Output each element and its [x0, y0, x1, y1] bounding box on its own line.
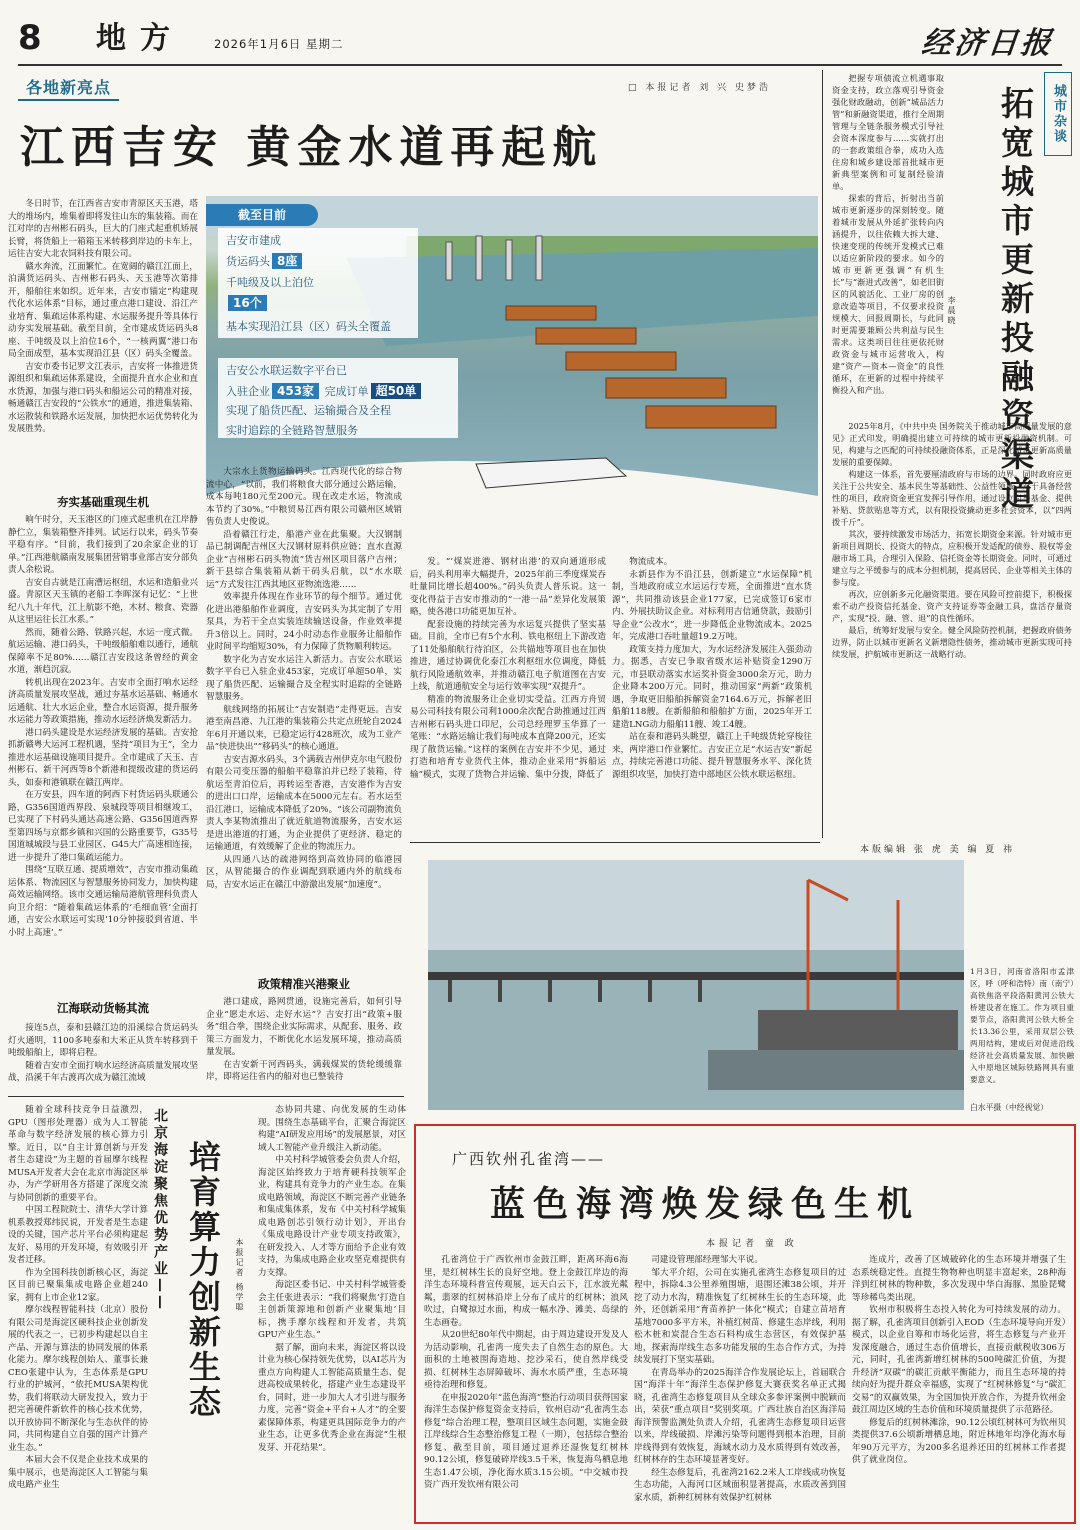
beijing-byline: 本报记者 杨学聪	[235, 1238, 244, 1313]
paragraph: 港口建成，路网贯通，设施完善后，如何引导企业“愿走水运、走好水运”？吉安打出“政策+服务”组合拳，围绕企业实际需求，从配套、服务、政策三方面发力，不断优化水运发展环境，推动高质量发展。	[206, 997, 402, 1057]
paragraph: 态协同共建、向优发展的生动体现。围绕生态基础平台，汇聚合海淀区构建“AI研发应用场”的发展愿景，对区域人工智能产业升级注入新动能。	[258, 1105, 406, 1153]
paragraph: 然而，随着公路、铁路兴起，水运一度式微。航运运输、港口码头，千吨级船舶难以通行，通航保障率不足80%……赣江吉安段这条曾经的黄金水道，渐趋沉寂。	[8, 627, 198, 675]
info-line-6-label2: 完成订单	[324, 385, 369, 398]
paragraph: 站在泰和港码头眺望，赣江上千吨级货轮穿梭往来，两岸港口作业繁忙。吉安正立足“水运吉安”新起点，持续完善港口功能、提升智慧服务水平、深化货源组织攻坚，加快打造中部地区公铁水联运枢纽。	[612, 732, 812, 780]
paragraph: 沿着赣江行走，船港产业在此集聚。大汉钢制品已制调配吉州区大汉钢材原料供应链；直水直源企业“吉州彬石码头物流”货吉州区项目落户吉州；新干县综合集装箱从新干码头启航，以“水水联运”方式发往江西其地区亚物流选港……	[206, 529, 402, 590]
info-ports-value: 16个	[228, 295, 267, 311]
opinion-headline: 拓宽城市更新投融资渠道	[996, 86, 1035, 515]
paragraph: 据了解，面向未来，海淀区将以设计业为核心保持领先优势，以AI芯片为重点方向构建人工智能高质量生态、促进高校成果转化，搭建产业生态建设平台，同时，进一步加大人才引进与服务力度，完善“资金+平台+人才”的全要素保障体系，构建更具国际竞争力的产业生态，让更多优秀企业在海淀“生根发芽、开花结果”。	[258, 1342, 406, 1453]
guangxi-col3	[852, 1254, 1066, 1518]
paragraph: 吉安吉源水码头，3个满载吉州伊克尔电气股份有限公司变压器的船舶平稳靠泊并已经了装箱，待航运至青泊位后，再转运至香港，吉安港作为吉安的进出口口岸，运输成本在5000元左右。若水运至沿江港口，运输成本降低了20%。“该公司副物流负责人李某物流推出了就近航道物流服务，吉安水运是进出港道的打通，为企业提供了更经济、稳定的运输通道，有效缓解了企业的物流压力。	[206, 754, 402, 852]
opinion-col-bottom	[832, 420, 1072, 836]
paragraph: 吉安自古就是江南漕运枢纽，水运和造船业兴盛。青原区天玉镇的老船工李晖深有记忆：“上世纪八九十年代，江上航影不绝，木材、粮食、瓷器从这里运往长江水系。”	[8, 577, 198, 625]
paragraph: 探索的背后，折射出当前城市更新逐步的深刻转变。随着城市发展从外延扩张转向内涵提升，以往依赖大拆大建、快速变现的传统开发模式已难以适应新阶段的要求。如今的城市更新更强调“有机生长”与“渐进式改善”，如老旧街区的风貌活化、工业厂房的创意改造等项目，不仅要求投资规模大、回报周期长，与此同时更需要兼顾公共利益与民生需求。这类项目往往更依托财政资金与城市运营收入，构建“资产—资本—资金”的良性循环，在更新的过程中持续平衡投入和产出。	[832, 193, 944, 395]
paragraph: 在万安县，四车道的阿西下村货运码头联通公路，G356国道西界段、泉城段等项目相继竣工，已实现了下村码头通达高速公路、G356国道西界至第四场与京都乡镇和兴国的公路重要节，G35号国道城城段与县工业园区、G45大广高速相连接，进一步提升了港口集疏运能力。	[8, 790, 198, 863]
paragraph: 政策支持力度加大，为水运经济发展注入强劲动力。据悉，吉安已争取省级水运补贴资金1290万元，市县联动落实水运奖补资金3000余万元，助力企业降本200万元。同时，推动国家“两新”政策机遇，争取更旧船舶拆解资金7164.6万元，拆解老旧船舶118艘。在新船舶和船舶扩方面，2025年开工建造LNG动力船舶11艘、竣工4艘。	[612, 644, 812, 730]
paragraph: 孔雀湾位于广西钦州市金鼓江畔，距离环海6海里，是红树林生长的良好空地。登上金鼓江岸边的海洋生态环境科普宣传观展，远天白云下，江水波光粼粼，翡翠的红树林沿岸上分布了成片的红树林；浪风吹过，白鹭掠过水面，构成一幅水净、滩美、岛绿的生态画卷。	[424, 1255, 628, 1328]
info-line-2	[226, 252, 304, 271]
info-line-6	[226, 382, 423, 401]
paragraph: 最后，统筹好发展与安全。健全风险防控机制，把握政府债务边界，防止以城市更新名义新增隐性债务，推动城市更新实现可持续发展，护航城市更新这一战略行动。	[832, 625, 1072, 659]
paragraph: 配套设施的持续完善为水运复兴提供了坚实基础。目前，全市已有5个水利、铁电枢纽上下游改造了11处船舶航行待泊区，公共锚地等项目也在加快推进，通过协调优化泰江水利枢纽水位调度，降低航行风险通航效率，并推动赣江电子航道图在吉安上线，航道通航安全与运行效率实现“双提升”。	[410, 619, 606, 692]
paragraph: 吉安市委书记罗文江表示，吉安将一体推进货源组织和集疏运体系建设，全面提升直水企业和直水货源，加强与港口码头和船运公司的精准对接，畅通赣江吉安段的“公铁水”的通道，推进集装箱、水运散装和铁路水运发展，加快把水运优势转化为发展胜势。	[8, 361, 198, 434]
main-col1-bottom	[8, 1022, 198, 1088]
main-col3	[410, 556, 606, 846]
paragraph: 港口码头建设是水运经济发展的基础。吉安抢抓新赣粤大运河工程机遇，坚持“项目为王”，全力推进水运基础设施项目提升。全市建成了天玉、吉州彬石、新干河西等8个新港和提级改建的货运码头，如泰和港镇联在赣江两岸。	[8, 727, 198, 788]
paragraph: 在申报2020年“蓝色海湾”整治行动项目获得国家海洋生态保护修复资金支持后，钦州启动“孔雀湾生态修复”综合治理工程，整项目区域生态问题，实施金鼓江岸线综合生态整治修复工程（一期），包括综合整治修复、截至目前，项目通过退养还湿恢复红树林90.12公顷，修复破碎岸线3.5千米，恢复海鸟栖息地生态1.47公顷，净化海水质3.15公顷。“中交城市投资广西开发钦州有限公司	[424, 1392, 628, 1490]
info-line-1: 吉安市建成	[226, 234, 281, 247]
paragraph: 从20世纪80年代中期起，由于周边建设开发及人为活动影响，孔雀湾一度失去了自然生态的原色。大面积的土地被围海造地、挖沙采石，使自然岸线受损、红树林生态屏障破坏、海水水质严重，生态环境亟待治理和修复。	[424, 1330, 628, 1390]
bridge-photo-illustration	[428, 860, 964, 1110]
opinion-col-top	[832, 72, 944, 420]
opinion-author: 李晨晓	[947, 296, 956, 326]
main-col4	[612, 556, 812, 846]
main-col2-bottom	[206, 996, 402, 1088]
paragraph: 中关村科学城管委会负责人介绍，海淀区始终致力于培育硬科技领军企业，构建具有竞争力的产业生态。在集成电路领域，海淀区不断完善产业链条和集成集体系，发布《中关村科学城集成电路创芯引领行动计划》，开出台《集成电路设计产业专项支持政策》，在研发投入、人才等方面给予企业有效支持，为集成电路企业攻坚克难提供有力支撑。	[258, 1155, 406, 1278]
issue-date: 2026年1月6日 星期二	[214, 37, 344, 51]
guangxi-byline: 本报记者 童 政	[706, 1239, 798, 1249]
paragraph: 司建设管理部经理邹大平说。	[651, 1255, 763, 1265]
beijing-col1	[8, 1104, 148, 1524]
column-rule	[822, 70, 823, 838]
main-col1-mid	[8, 514, 198, 992]
paragraph: 效率提升体现在作业环节的每个细节。通过优化进出港船舶作业调度，吉安码头为其定制了专用泵具，为若干全点实装连续输送设备，作业效率提升3倍以上。同时，24小时动态作业服务让船舶作业时间平均缩短30%，有力保障了货物顺利转运。	[206, 592, 402, 652]
main-col1-top	[8, 198, 198, 488]
paragraph: 构建这一体系，首先要厘清政府与市场的边界。同时政府应更关注于公共安全、基本民生等基础性、公益性领域，对于具备经营性的项目，政府资金更宜发挥引导作用，通过设立引导基金、提供补贴、贷款贴息等方式，以有限投资撬动更多社会资本，以“四两拨千斤”。	[832, 469, 1072, 527]
paragraph: 数字化为吉安水运注入新活力。吉安公水联运数字平台已入驻企业453家，完成订单超50单，实现了船货匹配、运输撮合及全程实时追踪的全链路智慧服务。	[206, 654, 402, 702]
info-line-4: 基本实现沿江县（区）码头全覆盖	[226, 320, 391, 333]
paragraph: 大宗水上货物运输码头。江西现代化的综合物流中心，“以前，我们将粮食大部分通过公路运输，成本每吨180元至200元。现在改走水运，物流成本节约了30%。”中粮贸易江西有限公司赣州区域销售负责人史俊说。	[206, 467, 402, 527]
info-berths-value: 8座	[272, 253, 302, 269]
info-line-3-value-wrap	[226, 294, 269, 313]
main-byline: □ 本报记者 刘 兴 史梦浩	[628, 83, 771, 93]
paragraph: 晌午时分，天玉港区的门座式起重机在江岸静静伫立，集装箱整齐排列。试运行以来，码头节奏平稳有序。“目前，我们接到了20余家企业的订单。”江西港航赣南发展集团营销事业部吉安分部负责人余松说。	[8, 515, 198, 575]
paragraph: 把握专项债流立机遇事取资金支持，政立落观引导资金强化财政融动，创新“城品活力管”和新融资渠道，推行全周期管理与全链条服务模式引导社会资本深度参与……实就打出的一套政策组合拳，成功入选住房和城乡建设部首批城市更新典型案例和可复制经验清单。	[832, 73, 944, 191]
masthead-logo: 经济日报	[919, 26, 1056, 61]
paragraph: 冬日时节，在江西省吉安市青原区天玉港，塔大的堆场内，堆集着即将发往山东的集装箱。而在江对岸的吉州彬石码头，巨大的门座式起重机矫展长臂，将货船上一箱箱玉米转移到岸边的卡车上，运往吉安大北农饲料技有限公司。	[8, 199, 198, 259]
subhead-foundation: 夯实基础重现生机	[57, 495, 149, 509]
paragraph: 经生态修复后，孔雀湾2162.2米人工岸线成功恢复生态功能，入海河口区域面积显著提高，水质改善到国家水质，新种红树林有效保护红树林	[634, 1467, 846, 1503]
info-line-5: 吉安公水联运数字平台已	[226, 364, 347, 377]
paragraph: 赣水奔流，江面繁忙。在宽阔的赣江江面上，泊满货运码头、吉州彬石码头、天玉港等次第排开，船舶往来如织。近年来，吉安市锚定“构建现代化水运体系”目标，通过重点港口建设、沿江产业培育、集疏运体系构建、水运服务提升等具体行动夯实发展基础。截至目前，全市建成货运码头8座、千吨级及以上泊位16个，“一核两翼”港口布局全面成型，基本实现沿江县（区）码头全覆盖。	[8, 261, 198, 359]
guangxi-headline: 蓝色海湾焕发绿色生机	[490, 1184, 921, 1225]
paragraph: 从四通八达的疏港网络到高效协同的临港园区，从智能撮合的作业调配到联通内外的航线布局，吉安水运正在赣江中游激出发展“加速度”。	[206, 854, 402, 890]
info-line-7: 实现了船货匹配、运输撮合及全程	[226, 404, 391, 417]
column-tag: 各地新亮点	[18, 74, 119, 101]
paragraph: 修复后的红树林滩涂，90.12公顷红树林可为钦州贝类提供37.6公顷新增栖息地，附近林地年均净化海水每年90万元平方，为200多名退养还田的红树林工作者提供了就业岗位。	[852, 1417, 1066, 1465]
paragraph: 航线网络的拓展让“吉安制造”走得更远。吉安港至南昌港、九江港的集装箱公共定点班轮自2024年6月开通以来，已稳定运行428班次，成为工业产品“快进快出”“移码头”的核心通道。	[206, 704, 402, 752]
bridge-photo-credit: 白水平摄（中经视觉）	[970, 1103, 1048, 1112]
page-editor-credit: 本版编辑 张 虎 美 编 夏 祎	[860, 845, 1016, 855]
section-rule	[8, 1096, 404, 1097]
paragraph: 中国工程院院士、清华大学计算机系教授郑纬民说，开发者是生态建设的关键，国产芯片平台必须构建起友好、易用的开发环境，有效吸引开发者迁移。	[8, 1205, 148, 1265]
paragraph: 发。“‘煤炭进港、钢材出港’的双向通道形成后，码头利用率大幅提升，2025年前三季度煤炭吞吐量同比增长超400%。”码头负责人普乐说。这一变化得益于吉安市推动的“一港一品”差异化发展策略，使各港口功能更加互补。	[410, 557, 606, 617]
column-tag-city: 城市杂谈	[1044, 72, 1072, 156]
paragraph: 围绕“互联互通、提质增效”，吉安市推动集疏运体系、物流园区与智慧服务协同发力，加快构建高效运输网络。该市交通运输局港航管理科负责人向卫介绍：“随着集疏运体系的‘毛细血管’全面打通，吉安公水联运可实现‘10分钟接驳到省道、半小时上高速’。”	[8, 865, 198, 938]
beijing-kicker: 北京海淀聚焦优势产业——	[152, 1108, 168, 1312]
header-rule	[18, 64, 1062, 66]
info-companies-value: 453家	[272, 383, 319, 399]
page-number: 8	[18, 18, 42, 58]
paragraph: 接连5点，泰和县赣江边的沿溪综合货运码头灯火通明，1100多吨泰和大米正从货车转移到千吨级船舶上，即将启程。	[8, 1023, 198, 1058]
subhead-river-sea: 江海联动货畅其流	[57, 1001, 149, 1015]
bridge-photo-caption: 1月3日，河南省洛阳市孟津区，呼（呼和浩特）南（南宁）高铁焦洛平段洛阳黄河公铁大桥建设者在施工。作为项目重要节点，洛阳黄河公铁大桥全长13.36公里，采用双层公铁两用结构，建成后对促进沿线经济社会高质量发展、加快融入中原地区城际铁路网具有重要意义。	[970, 967, 1074, 1084]
info-orders-value: 超50单	[371, 383, 422, 399]
info-line-3-label: 千吨级及以上泊位	[226, 276, 314, 289]
info-line-6-label1: 入驻企业	[226, 385, 270, 398]
beijing-headline: 培育算力创新生态	[184, 1140, 222, 1420]
paragraph: 本届大会不仅是企业技术成果的集中展示，也是海淀区人工智能与集成电路产业生	[8, 1455, 148, 1490]
subhead-policy: 政策精准兴港聚业	[258, 977, 350, 991]
paragraph: 在吉安新干河西码头，满载煤炭的货轮缓缓靠岸，即将运往省内的船对也已整装待	[206, 1059, 402, 1082]
guangxi-kicker: 广西钦州孔雀湾——	[452, 1150, 606, 1168]
paragraph: 摩尔线程智能科技（北京）股份有限公司是海淀区硬科技企业创新发展的代表之一，已初步构建起以自主产品、开源与算法的协同发展的体系化能力。摩尔线程创始人、董事长兼CEO张建中认为，生态体系是GPU行业的护城河，“依托MUSA架构优势，我们将联动大研发投入，致力于把完善硬件新软件的核心技术优势，以开放协同不断深化与生态伙伴的协同，共同构建自立自强的国产计算产业生态。”	[8, 1305, 148, 1453]
bridge-photo	[428, 860, 964, 1110]
paragraph: 作为全国科技创新核心区，海淀区目前已聚集集成电路企业超240家，拥有上市企业12家。	[8, 1267, 148, 1303]
column-rule	[410, 842, 820, 843]
paragraph: 在青岛举办的2025海洋合作发展论坛上，首届联合国“海洋十年”海洋生态保护修复大赛获奖名单正式揭晓，孔雀湾生态修复项目从全球众多参评案例中脱颖而出，荣获“重点项目”奖别奖项。广西壮族自治区海洋局海洋预警监测处负责人介绍，孔雀湾生态修复项目运营以来，岸线破损、岸滩污染等问题得到根本治理，目前岸线得到有效恢复，海域水动力及水质得到有效改善，红树林存的生态环境显著变好。	[634, 1367, 846, 1465]
paragraph: 转机出现在2023年。吉安市全面打响水运经济高质量发展攻坚战，通过夯基水运基础、畅通水运通航、壮大水运企业，整合水运资源，提升服务水运能力等政策措施，推动水运经济焕发新活力。	[8, 677, 198, 725]
paragraph: 随着吉安市全面打响水运经济高质量发展攻坚战，沿溪千年古渡再次成为赣江流域	[8, 1060, 198, 1083]
info-line-2-label: 货运码头	[226, 255, 270, 268]
paragraph: 连成片，改善了区域破碎化的生态环境并增强了生态系统稳定性。直提生物物种也明显丰富起来，28种海洋到红树林的物种数，多次发现中华白海豚、黑脸琵鹭等珍稀鸟类出现。	[852, 1255, 1066, 1303]
paragraph: 永新县作为不沿江县，创新建立“水运保障”机制，当地政府成立水运运行专班，全面推进“直水货源”，共同推动该县企业177家，已完成签订6家市内、外展扶助议企业。对标利用吉信通贷款，鼓励引导企业“公改水”，进一步降低企业物流成本。2025年，完成港口吞吐量超19.2万吨。	[612, 569, 812, 642]
paragraph: 2025年8月，《中共中央 国务院关于推动城市高质量发展的意见》正式印发，明确提出建立可持续的城市更新投融资机制。可见，构建与之匹配的可持续投融资体系，正是深化城市更新高质量发展的重要保障。	[832, 421, 1072, 467]
guangxi-col2	[634, 1254, 846, 1518]
beijing-col2	[258, 1104, 406, 1524]
paragraph: 物流成本。	[629, 557, 673, 567]
guangxi-col1	[424, 1254, 628, 1518]
section-title: 地方	[96, 21, 184, 56]
main-col2	[206, 466, 402, 976]
info-line-8: 实时追踪的全链路智慧服务	[226, 424, 358, 437]
main-headline: 江西吉安 黄金水道再起航	[20, 122, 604, 173]
paragraph: 再次，应创新多元化融资渠道。要在风险可控前提下，积极探索不动产投资信托基金、资产支持证券等金融工具，盘活存量资产，实现“投、融、管、退”的良性循环。	[832, 589, 1072, 623]
paragraph: 海淀区委书记、中关村科学城管委会主任张进表示：“我们将聚焦‘打造自主创新策源地和创新产业聚集地’目标，携手摩尔线程和开发者，共筑GPU产业生态。”	[258, 1280, 406, 1340]
paragraph: 精准的物流服务让企业切实受益。江西方舟贸易公司科技有限公司利1000余次配合助推通过江西吉州彬石码头进口印尼，公司总经理罗玉华算了一笔账：“水路运输让我们每吨成本直降200元，还实现了散货运输。”这样的案例在吉安并不少见，通过打造和培育专业货代主体，推动企业采用“拆船运输”模式，实现了货物合并运输、集中分拨，降低了	[410, 694, 606, 780]
paragraph: 钦州市积极将生态投入转化为可持续发展的动力。据了解，孔雀湾项目创新引入EOD（生态环境导向开发）模式，以企业自筹和市场化运营，将生态修复与产业开发深度融合，通过生态价值增长，直接贡献税收306万元，同时，孔雀湾新增红树林的500吨碳汇价值，为提升经济“双碳”的碳汇贡献平衡能力，而且生态环境的持续向好为提升群众幸福感，实现了“红树林修复”与“碳汇交易”的双赢效果，为全国加快开放合作，为提升钦州金鼓江周边区域的生态价值和环境质量提供了示范路径。	[852, 1305, 1066, 1415]
paragraph: 邹大平介绍，公司在实施孔雀湾生态修复项目的过程中，拆除4.3公里养殖围塘，退围还滩38公顷，并开挖了动力水沟，精准恢复了红树林生长的生态环境，此外，还创新采用“育苗养护一体化”模式；自建立苗培育基地7000多平方米，补植红树苗、修建生态岸线，利用松木桩和炭混合生态石料构成生态营区，有效保护基地，探索海岸线生态多功能发展的生态合作方式，为持续发展打下坚实基础。	[634, 1267, 846, 1365]
paragraph: 随着全球科技竞争日益激烈，GPU（图形处理器）成为人工智能革命与数字经济发展的核心算力引擎。近日，以“自主计算创新与开发者生态建设”为主题的首届摩尔线程MUSA开发者大会在北京市海淀区举办，为产学研用各方搭建了深度交流与协同创新的重要平台。	[8, 1105, 148, 1203]
infographic-heading: 截至目前	[206, 204, 318, 226]
paragraph: 其次，要持续激发市场活力，拓宽长期资金来源。针对城市更新项目周期长、投资大的特点，应积极开发适配的债券、股权等金融市场工具，合理引入保险、信托资金等长期资金。同时，可通过建立与之平缓参与的成本分担机制，提高居民、企业等相关主体的参与度。	[832, 529, 1072, 587]
